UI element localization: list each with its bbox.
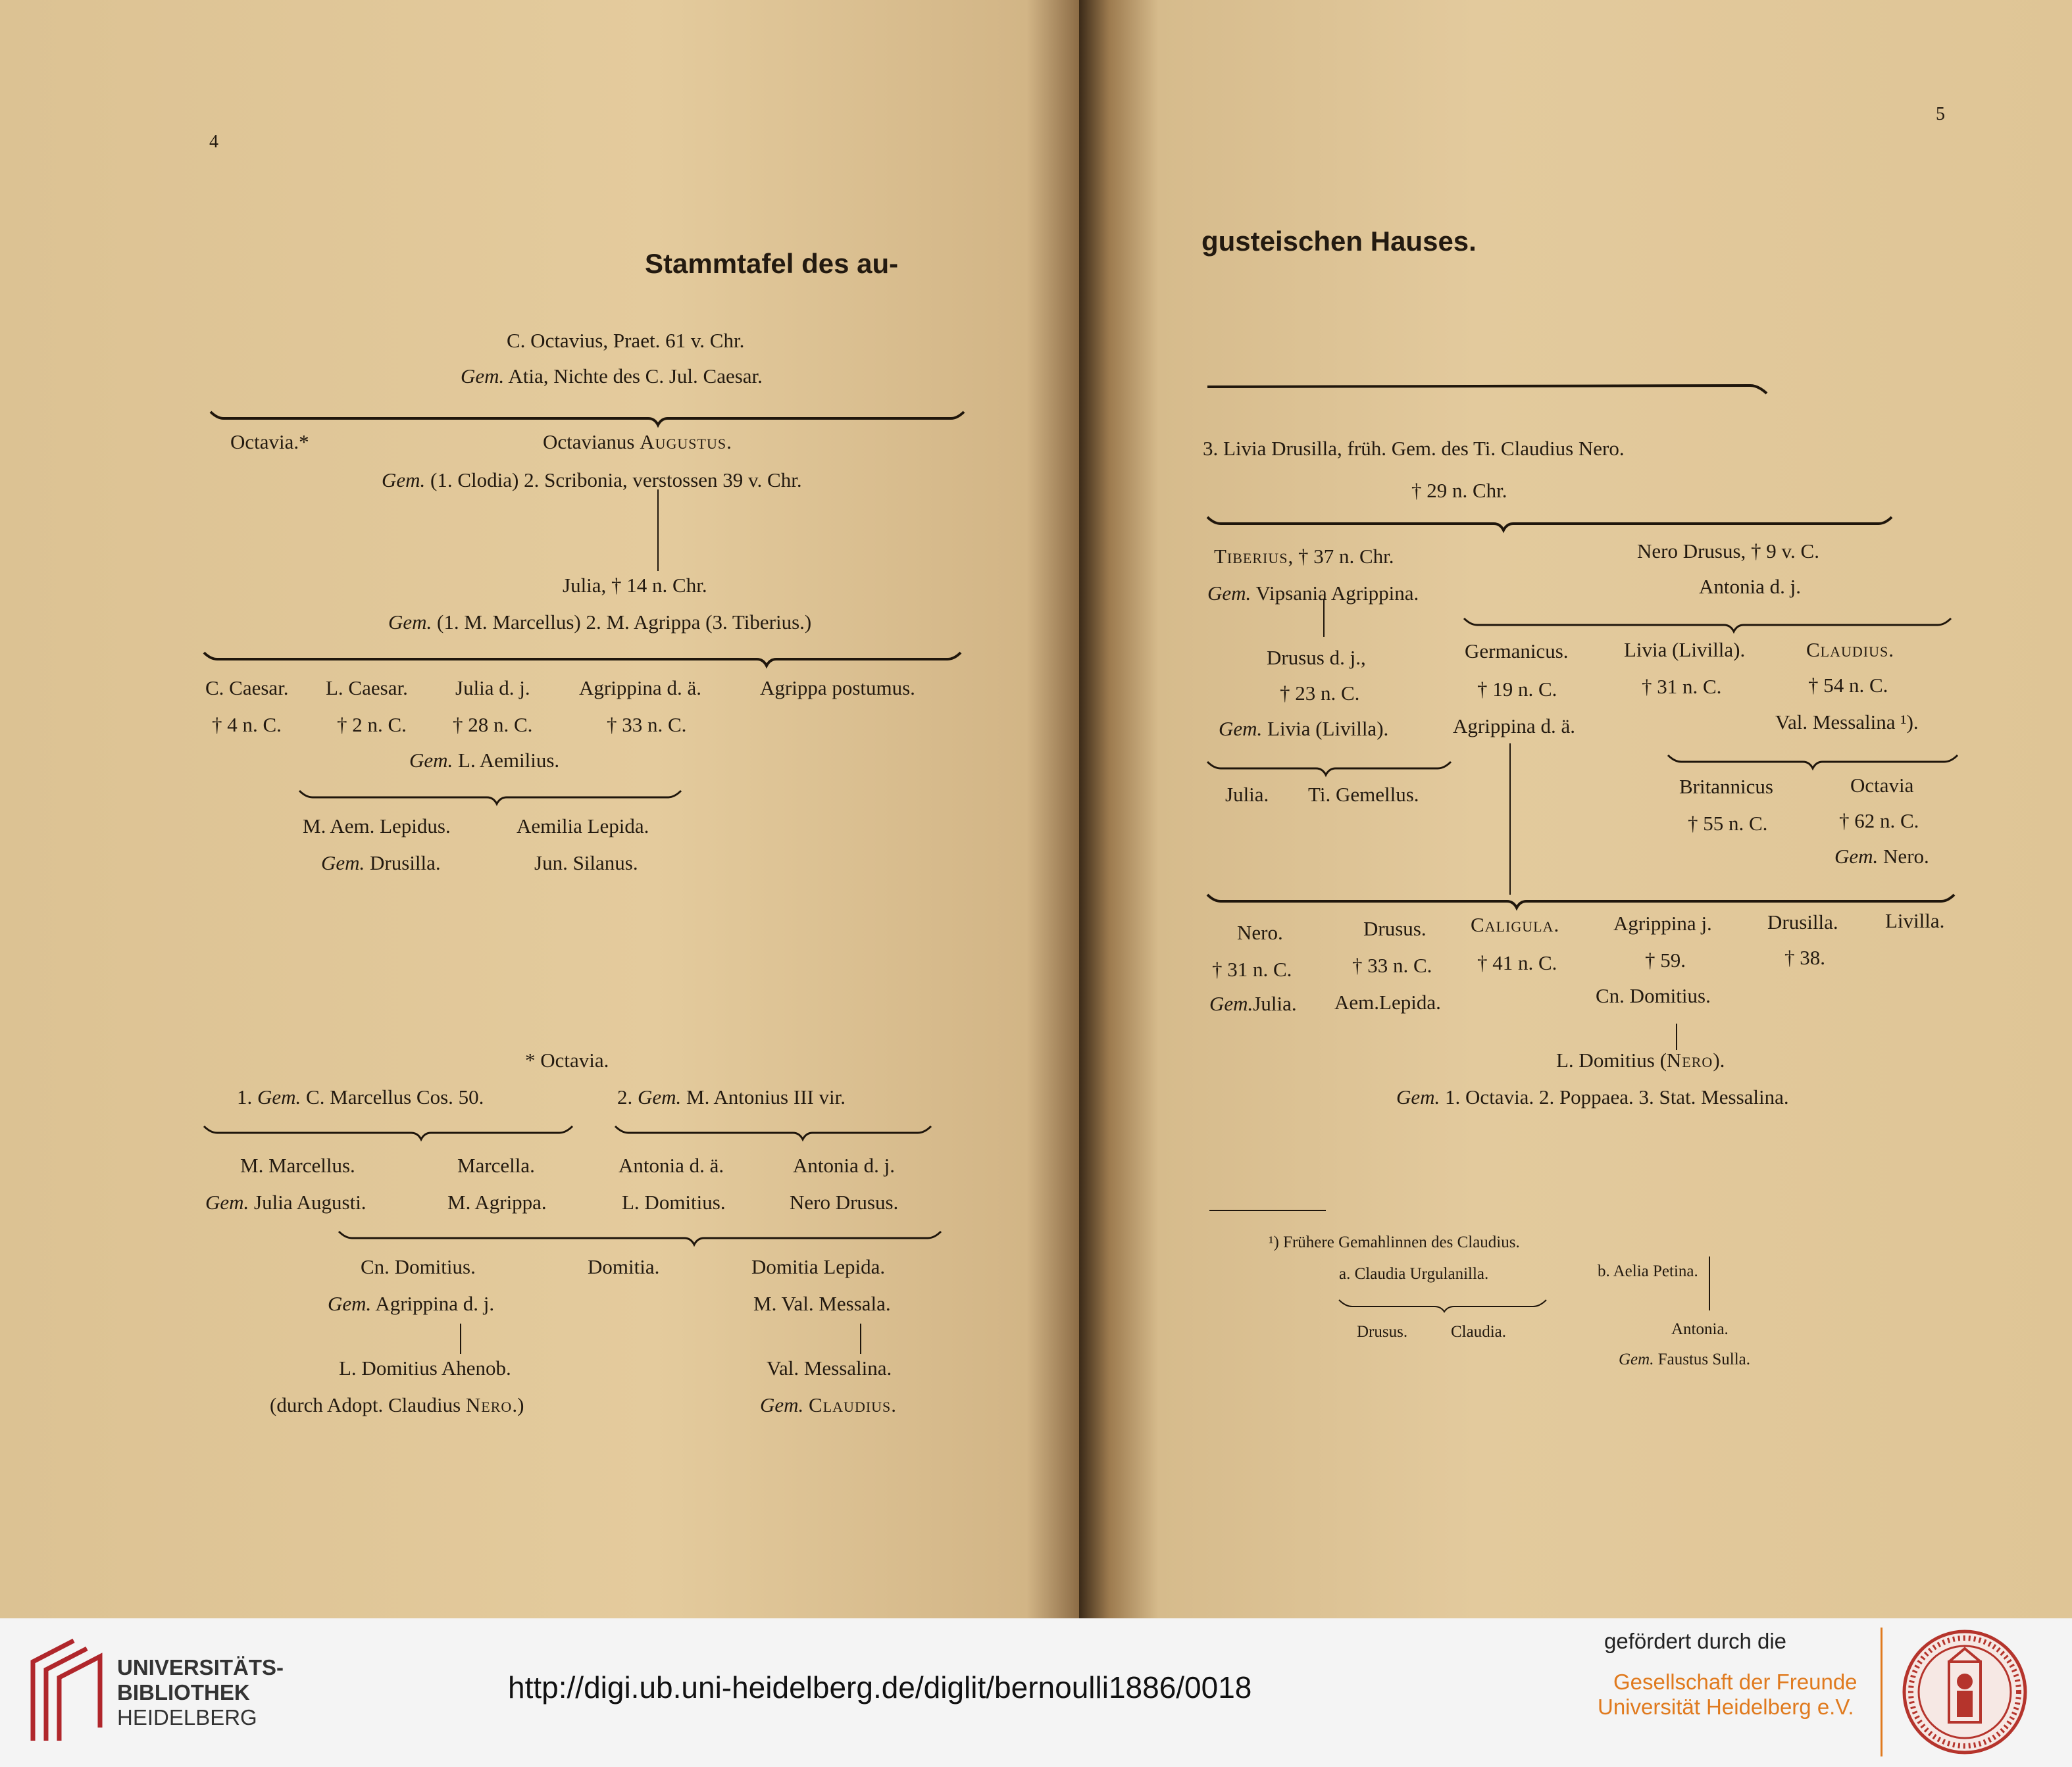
genealogy-entry: Julia, † 14 n. Chr. xyxy=(563,574,707,597)
genealogy-entry: Livia (Livilla). xyxy=(1624,638,1746,661)
genealogy-entry: Gem. Atia, Nichte des C. Jul. Caesar. xyxy=(461,364,763,387)
footnote-entry: a. Claudia Urgulanilla. xyxy=(1339,1265,1489,1283)
genealogy-entry: Tiberius, † 37 n. Chr. xyxy=(1214,545,1394,568)
footer-divider xyxy=(1881,1628,1882,1756)
footnote-entry: Antonia. xyxy=(1671,1320,1729,1338)
genealogy-entry: Agrippa postumus. xyxy=(760,676,915,699)
genealogy-entry: Julia. xyxy=(1225,783,1269,806)
genealogy-entry: Agrippina j. xyxy=(1613,912,1712,935)
genealogy-entry: L. Domitius. xyxy=(622,1191,726,1214)
brace xyxy=(211,412,964,425)
brace xyxy=(615,1126,931,1139)
genealogy-entry: Aemilia Lepida. xyxy=(517,814,649,837)
genealogy-entry: 3. Livia Drusilla, früh. Gem. des Ti. Claudius Nero. xyxy=(1203,437,1625,460)
genealogy-entry: † 19 n. C. xyxy=(1477,678,1557,701)
genealogy-entry: L. Domitius (Nero). xyxy=(1556,1049,1725,1072)
brace xyxy=(1339,1300,1546,1312)
genealogy-entry: † 59. xyxy=(1645,949,1686,972)
genealogy-entry: M. Aem. Lepidus. xyxy=(303,814,451,837)
footnote-entry: b. Aelia Petina. xyxy=(1598,1262,1698,1280)
genealogy-entry: Gem. L. Aemilius. xyxy=(409,749,560,772)
page-number-left: 4 xyxy=(209,132,218,152)
genealogy-entry: Gem. 1. Octavia. 2. Poppaea. 3. Stat. Messalina. xyxy=(1396,1085,1789,1108)
genealogy-entry: Val. Messalina ¹). xyxy=(1775,710,1919,734)
genealogy-entry: † 41 n. C. xyxy=(1477,951,1557,974)
genealogy-entry: M. Val. Messala. xyxy=(753,1292,891,1315)
genealogy-entry: † 29 n. Chr. xyxy=(1411,479,1507,502)
brace xyxy=(1207,386,1767,393)
genealogy-entry: Antonia d. j. xyxy=(1699,575,1801,598)
brace xyxy=(339,1232,941,1245)
genealogy-entry: Antonia d. j. xyxy=(793,1154,895,1177)
genealogy-entry: Cn. Domitius. xyxy=(361,1255,476,1278)
genealogy-entry: C. Caesar. xyxy=(205,676,289,699)
university-seal-icon xyxy=(1900,1628,2029,1756)
footnote-entry: Drusus. xyxy=(1357,1323,1408,1341)
genealogy-entry: Britannicus xyxy=(1679,775,1773,798)
genealogy-entry: † 28 n. C. xyxy=(453,713,533,736)
brace xyxy=(1207,762,1451,775)
genealogy-entry: Nero Drusus. xyxy=(790,1191,899,1214)
genealogy-entry: † 33 n. C. xyxy=(607,713,687,736)
genealogy-entry: M. Agrippa. xyxy=(447,1191,547,1214)
genealogy-entry: Jun. Silanus. xyxy=(534,851,638,874)
genealogy-entry: Aem.Lepida. xyxy=(1334,991,1441,1014)
genealogy-entry: Caligula. xyxy=(1471,913,1559,936)
genealogy-entry: Gem. Agrippina d. j. xyxy=(328,1292,495,1315)
genealogy-entry: L. Caesar. xyxy=(326,676,408,699)
genealogy-entry: Domitia Lepida. xyxy=(751,1255,886,1278)
footnote-heading: ¹) Frühere Gemahlinnen des Claudius. xyxy=(1269,1233,1520,1251)
genealogy-entry: 1. Gem. C. Marcellus Cos. 50. xyxy=(237,1085,484,1108)
genealogy-entry: Nero Drusus, † 9 v. C. xyxy=(1637,539,1819,562)
genealogy-entry: Claudius. xyxy=(1806,638,1894,661)
brace xyxy=(1464,618,1951,632)
genealogy-entry: Domitia. xyxy=(588,1255,660,1278)
sponsor-name-line2: Universität Heidelberg e.V. xyxy=(1598,1695,1854,1719)
genealogy-entry: Val. Messalina. xyxy=(767,1356,892,1380)
genealogy-entry: Drusus d. j., xyxy=(1267,646,1366,669)
sponsor-name-line1: Gesellschaft der Freunde xyxy=(1613,1670,1857,1694)
genealogy-entry: Agrippina d. ä. xyxy=(579,676,701,699)
genealogy-entry: Gem. Livia (Livilla). xyxy=(1219,717,1389,740)
page-number-right: 5 xyxy=(1936,104,1945,124)
brace xyxy=(1207,517,1892,530)
library-name-line2: BIBLIOTHEK xyxy=(117,1680,250,1705)
genealogy-entry: Gem. (1. Clodia) 2. Scribonia, verstossen 39 v. Chr. xyxy=(382,468,802,491)
brace xyxy=(204,653,961,666)
genealogy-entry: † 4 n. C. xyxy=(212,713,282,736)
genealogy-entry: L. Domitius Ahenob. xyxy=(339,1356,511,1380)
sponsor-intro: gefördert durch die xyxy=(1604,1629,1787,1653)
genealogy-entry: (durch Adopt. Claudius Nero.) xyxy=(270,1393,524,1416)
genealogy-entry: † 54 n. C. xyxy=(1808,674,1888,697)
genealogy-entry: † 31 n. C. xyxy=(1642,675,1722,698)
genealogy-entry: Drusus. xyxy=(1363,917,1427,940)
genealogy-entry: † 33 n. C. xyxy=(1352,954,1432,977)
footnote-entry: Claudia. xyxy=(1451,1323,1507,1341)
genealogy-entry: 2. Gem. M. Antonius III vir. xyxy=(617,1085,846,1108)
genealogy-entry: † 31 n. C. xyxy=(1212,958,1292,981)
genealogy-entry: † 62 n. C. xyxy=(1839,809,1919,832)
library-name-line3: HEIDELBERG xyxy=(117,1705,257,1730)
genealogy-entry: Marcella. xyxy=(457,1154,535,1177)
genealogy-entry: Drusilla. xyxy=(1767,910,1838,933)
genealogy-entry: Gem. Vipsania Agrippina. xyxy=(1207,582,1419,605)
brace xyxy=(204,1126,572,1139)
genealogy-entry: Gem. Drusilla. xyxy=(321,851,441,874)
genealogy-entry: Cn. Domitius. xyxy=(1596,984,1711,1007)
genealogy-entry: Agrippina d. ä. xyxy=(1453,714,1575,737)
genealogy-entry: Octavia xyxy=(1850,774,1914,797)
genealogy-entry: † 23 n. C. xyxy=(1280,682,1360,705)
genealogy-entry: * Octavia. xyxy=(525,1049,609,1072)
genealogy-entry: Germanicus. xyxy=(1465,639,1569,662)
page-title-left: Stammtafel des au- xyxy=(645,248,899,279)
brace xyxy=(1668,755,1958,768)
genealogy-entry: † 2 n. C. xyxy=(337,713,407,736)
footnote-entry: Gem. Faustus Sulla. xyxy=(1619,1351,1751,1368)
genealogy-entry: Octavianus Augustus. xyxy=(543,430,732,453)
genealogy-entry: Gem. Nero. xyxy=(1834,845,1929,868)
genealogy-entry: † 55 n. C. xyxy=(1688,812,1768,835)
genealogy-entry: Ti. Gemellus. xyxy=(1308,783,1419,806)
page-title-right: gusteischen Hauses. xyxy=(1201,226,1477,257)
genealogy-entry: Nero. xyxy=(1237,921,1283,944)
library-logo-icon xyxy=(24,1635,109,1747)
genealogy-entry: Gem. Claudius. xyxy=(760,1393,897,1416)
library-name-line1: UNIVERSITÄTS- xyxy=(117,1655,284,1680)
genealogy-entry: Livilla. xyxy=(1885,909,1945,932)
genealogy-entry: † 38. xyxy=(1784,946,1825,969)
document-url-link[interactable]: http://digi.ub.uni-heidelberg.de/diglit/bernoulli1886/0018 xyxy=(508,1670,1252,1705)
footer-bar xyxy=(0,1618,2072,1767)
genealogy-entry: Gem. Julia Augusti. xyxy=(205,1191,366,1214)
brace xyxy=(1207,895,1954,908)
genealogy-entry: Antonia d. ä. xyxy=(619,1154,724,1177)
genealogy-entry: Julia d. j. xyxy=(455,676,530,699)
genealogy-entry: Gem.Julia. xyxy=(1209,992,1297,1015)
genealogy-entry: M. Marcellus. xyxy=(240,1154,355,1177)
genealogy-entry: Octavia.* xyxy=(230,430,309,453)
genealogy-entry: C. Octavius, Praet. 61 v. Chr. xyxy=(507,329,745,352)
genealogy-entry: Gem. (1. M. Marcellus) 2. M. Agrippa (3. Tiberius.) xyxy=(388,610,812,634)
brace xyxy=(299,791,681,804)
